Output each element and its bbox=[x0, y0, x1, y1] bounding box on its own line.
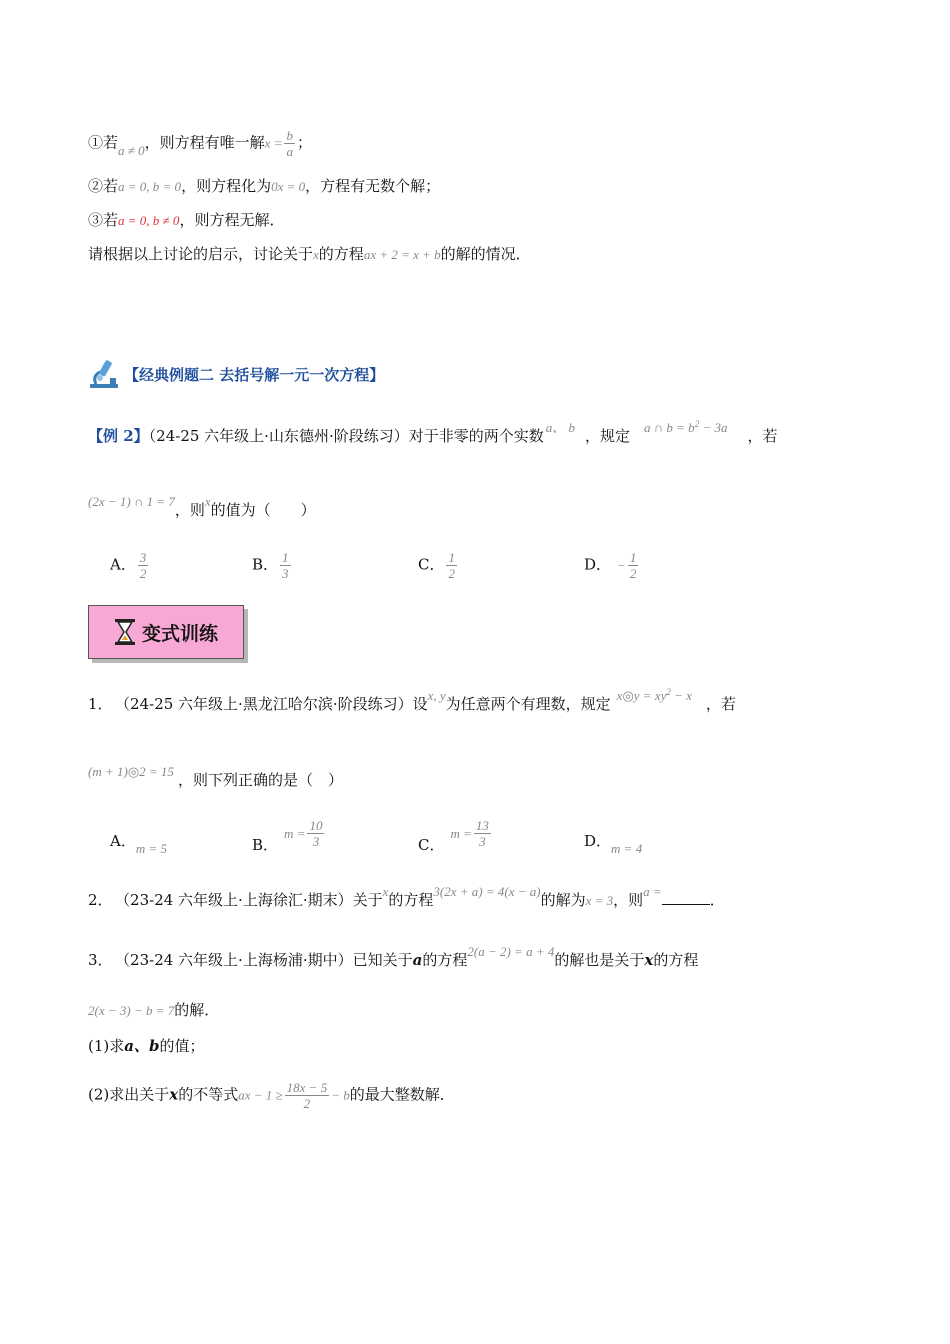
example-vars: a、 b bbox=[545, 420, 575, 435]
discussion-prompt bbox=[88, 244, 531, 265]
case-1-end: ； bbox=[296, 133, 312, 152]
variant-training-badge bbox=[88, 605, 248, 663]
option-value: m = 5 bbox=[135, 841, 168, 856]
part-1-b: 的值； bbox=[159, 1037, 205, 1055]
question-solution: x = 3 bbox=[585, 893, 614, 908]
question-equation-2: 2(x − 3) − b = 7 bbox=[88, 1003, 175, 1018]
question-then: ，则 bbox=[613, 891, 644, 909]
question-source: （23-24 六年级上·上海徐汇·期末）关于 bbox=[122, 891, 383, 909]
case-2-equation: 0x = 0 bbox=[271, 179, 306, 194]
fraction-numerator: 3 bbox=[139, 550, 147, 565]
question-mid: 的方程 bbox=[388, 891, 434, 909]
option-letter: A． bbox=[110, 555, 136, 574]
question-variable: x bbox=[382, 884, 389, 899]
fraction-numerator: 1 bbox=[282, 550, 289, 565]
q1-option-d[interactable] bbox=[584, 830, 643, 856]
example-equation: (2x − 1) ∩ 1 = 7 bbox=[88, 494, 175, 509]
example-rule-text: ，规定 bbox=[585, 427, 631, 445]
section-title-bar bbox=[88, 358, 384, 390]
question-number: 2． bbox=[88, 891, 113, 909]
example-option-b[interactable] bbox=[252, 550, 293, 581]
case-1-prefix: ①若 bbox=[88, 133, 119, 152]
prompt-text-c: 的解的情况． bbox=[440, 245, 531, 263]
prompt-text-b: 的方程 bbox=[318, 245, 364, 263]
example-tail: ，若 bbox=[747, 427, 778, 445]
case-1-x: x = bbox=[264, 135, 283, 151]
question-3-line-1 bbox=[88, 944, 699, 971]
rule-exponent: 2 bbox=[666, 687, 671, 697]
fraction-numerator: 1 bbox=[629, 550, 637, 565]
question-1-line-1 bbox=[88, 687, 736, 716]
prompt-text-a: 请根据以上讨论的启示，讨论关于 bbox=[88, 245, 314, 263]
example-rule-rhs: − 3a bbox=[699, 420, 728, 435]
example-rule-exponent: 2 bbox=[694, 419, 700, 429]
case-3-prefix: ③若 bbox=[88, 211, 119, 229]
question-number: 1． bbox=[88, 695, 113, 713]
question-tail: ，若 bbox=[705, 695, 736, 713]
question-vars: x, y bbox=[427, 688, 446, 703]
case-1-condition: a ≠ 0 bbox=[118, 142, 145, 158]
question-source: （23-24 六年级上·上海杨浦·期中）已知关于 bbox=[122, 951, 413, 969]
question-equation: (m + 1)◎2 = 15 bbox=[88, 764, 174, 779]
part-2-fraction bbox=[285, 1080, 330, 1111]
part-2-rhs: − b bbox=[331, 1087, 350, 1103]
fraction-denominator: 2 bbox=[303, 1096, 311, 1111]
part-1-vars: a、b bbox=[124, 1037, 160, 1055]
q1-option-b[interactable] bbox=[252, 818, 326, 854]
option-letter: A． bbox=[110, 832, 136, 850]
part-2-b: 的不等式 bbox=[178, 1085, 239, 1104]
part-2-var: x bbox=[169, 1085, 179, 1104]
question-equation: 3(2x + a) = 4(x − a) bbox=[433, 884, 541, 899]
prompt-equation: ax + 2 = x + b bbox=[363, 247, 441, 262]
question-end: ． bbox=[709, 891, 725, 909]
example-ask-a: ，则 bbox=[174, 501, 205, 519]
q1-option-c[interactable] bbox=[418, 818, 493, 854]
question-mid: 的方程 bbox=[422, 951, 468, 969]
example-rule-lhs: a ∩ b = b bbox=[644, 420, 695, 435]
fraction-numerator: b bbox=[286, 128, 293, 143]
part-2-a: (2)求出关于 bbox=[88, 1085, 170, 1104]
question-3-line-2 bbox=[88, 1000, 219, 1021]
option-prefix: m = bbox=[284, 825, 306, 841]
case-2-prefix: ②若 bbox=[88, 177, 119, 195]
question-3-part-1 bbox=[88, 1036, 204, 1056]
option-letter: C． bbox=[418, 835, 445, 854]
question-a: a = bbox=[643, 884, 662, 899]
fraction-denominator: 2 bbox=[448, 566, 455, 581]
case-2-text: ，则方程化为 bbox=[181, 177, 272, 195]
case-3 bbox=[88, 210, 284, 231]
case-1-fraction bbox=[284, 128, 295, 159]
fraction-denominator: 3 bbox=[282, 566, 289, 581]
part-1-a: (1)求 bbox=[88, 1037, 125, 1055]
rule-a: x◎y = xy bbox=[616, 688, 667, 703]
question-2 bbox=[88, 884, 725, 911]
option-prefix: m = bbox=[450, 825, 472, 841]
question-1-line-2 bbox=[88, 764, 343, 791]
example-option-d[interactable] bbox=[584, 550, 640, 581]
option-letter: B． bbox=[252, 555, 279, 574]
example-tag: 【例 2】 bbox=[88, 427, 149, 445]
question-equation-1: 2(a − 2) = a + 4 bbox=[467, 944, 555, 959]
question-var-x: x bbox=[644, 951, 654, 969]
fraction-denominator: 3 bbox=[479, 834, 486, 849]
example-ask-b: 的值为（ ） bbox=[210, 501, 316, 519]
fraction-numerator: 13 bbox=[475, 818, 489, 833]
fraction-denominator: 2 bbox=[139, 566, 147, 581]
question-number: 3． bbox=[88, 951, 113, 969]
fraction-numerator: 1 bbox=[448, 550, 455, 565]
question-var-a: a bbox=[412, 951, 423, 969]
question-mid-3: 的方程 bbox=[653, 951, 699, 969]
example-source: （24-25 六年级上·山东德州·阶段练习）对于非零的两个实数 bbox=[148, 427, 544, 445]
option-value: m = 4 bbox=[611, 841, 643, 856]
part-2-c: 的最大整数解． bbox=[349, 1085, 455, 1104]
fraction-denominator: 3 bbox=[312, 834, 320, 849]
fraction-denominator: 2 bbox=[629, 566, 637, 581]
badge-label: 变式训练 bbox=[141, 622, 218, 645]
microscope-icon bbox=[88, 358, 122, 390]
case-3-condition: a = 0, b ≠ 0 bbox=[118, 213, 180, 228]
rule-b: − x bbox=[670, 688, 692, 703]
question-ask: ，则下列正确的是（ ） bbox=[177, 771, 343, 789]
fraction-numerator: 10 bbox=[309, 818, 323, 833]
question-solution-text: 的解为 bbox=[540, 891, 586, 909]
answer-blank[interactable] bbox=[662, 890, 710, 905]
option-sign: − bbox=[617, 557, 626, 573]
example-2-line-2 bbox=[88, 494, 316, 521]
option-letter: D． bbox=[584, 555, 612, 574]
fraction-numerator: 18x − 5 bbox=[286, 1080, 328, 1095]
case-1 bbox=[88, 128, 312, 159]
case-3-end: ，则方程无解． bbox=[179, 211, 285, 229]
question-source: （24-25 六年级上·黑龙江哈尔滨·阶段练习）设 bbox=[122, 695, 428, 713]
section-title: 【经典例题二 去括号解一元一次方程】 bbox=[124, 365, 385, 384]
case-2 bbox=[88, 176, 440, 197]
hourglass-icon bbox=[114, 618, 136, 646]
part-2-lhs: ax − 1 ≥ bbox=[238, 1087, 283, 1103]
fraction-denominator: a bbox=[286, 144, 293, 159]
question-3-part-2 bbox=[88, 1080, 455, 1111]
case-2-end: ，方程有无数个解； bbox=[305, 177, 441, 195]
question-mid: 为任意两个有理数，规定 bbox=[445, 695, 611, 713]
example-option-c[interactable] bbox=[418, 550, 459, 581]
question-end: 的解． bbox=[174, 1001, 220, 1019]
q1-option-a[interactable] bbox=[110, 830, 168, 856]
option-letter: B． bbox=[252, 835, 279, 854]
question-mid-2: 的解也是关于 bbox=[554, 951, 645, 969]
case-1-text: ，则方程有唯一解 bbox=[144, 133, 265, 152]
example-2-line-1 bbox=[88, 419, 778, 448]
example-option-a[interactable] bbox=[110, 550, 150, 581]
case-2-condition: a = 0, b = 0 bbox=[118, 179, 182, 194]
example-ask-x: x bbox=[204, 494, 211, 509]
option-letter: D． bbox=[584, 832, 612, 850]
prompt-variable: x bbox=[313, 247, 319, 262]
option-letter: C． bbox=[418, 555, 445, 574]
